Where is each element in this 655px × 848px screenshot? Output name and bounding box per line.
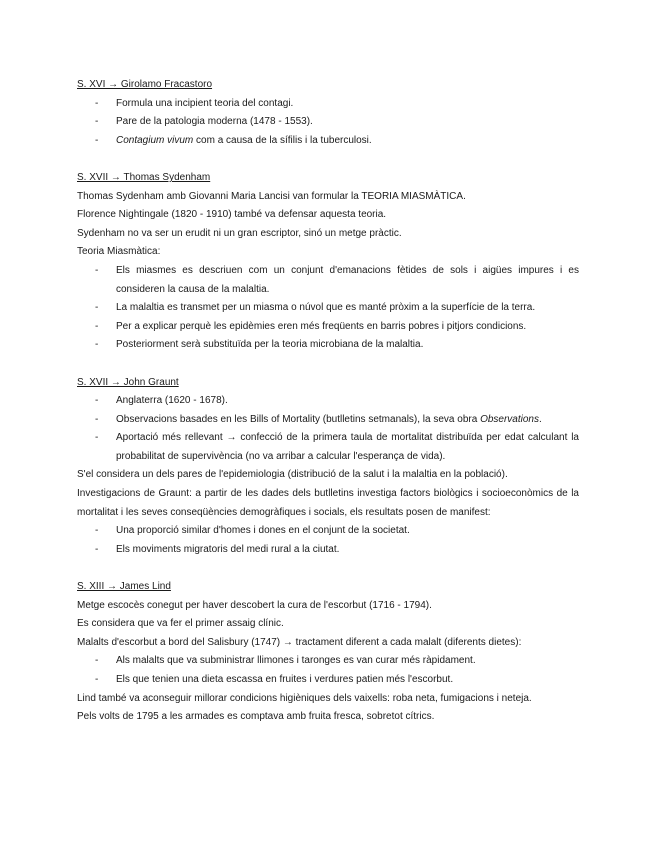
section-heading: S. XVII → John Graunt — [77, 376, 179, 388]
section-sydenham — [77, 169, 579, 355]
section-lind — [77, 578, 579, 727]
bullet-item: - Posteriorment serà substituïda per la teoria microbiana de la malaltia. — [77, 336, 579, 355]
section-graunt — [77, 374, 579, 560]
section-heading: S. XIII → James Lind — [77, 581, 171, 593]
bullet-item — [77, 411, 579, 430]
bullet-item: - Als malalts que va subministrar llimones i taronges es van curar més ràpidament. — [77, 652, 579, 671]
bullet-item: - Una proporció similar d'homes i dones en el conjunt de la societat. — [77, 522, 579, 541]
paragraph: Florence Nightingale (1820 - 1910) també va defensar aquesta teoria. — [77, 209, 387, 221]
paragraph: Pels volts de 1795 a les armades es comptava amb fruita fresca, sobretot cítrics. — [77, 711, 435, 723]
bullet-item: - Pare de la patologia moderna (1478 - 1553). — [77, 113, 579, 132]
paragraph: Es considera que va fer el primer assaig clínic. — [77, 618, 284, 630]
paragraph: Sydenham no va ser un erudit ni un gran escriptor, sinó un metge pràctic. — [77, 227, 402, 239]
bullet-item: - Els que tenien una dieta escassa en fruites i verdures patien més l'escorbut. — [77, 671, 579, 690]
bullet-item: - Aportació més rellevant → confecció de la primera taula de mortalitat distribuïda per edat calculant la probabilitat de supervivència (no va arribar a calcular l'esperança de vida). — [77, 429, 579, 466]
bullet-text: Observacions basades en les Bills of Mortality (butlletins setmanals), la seva obra — [116, 413, 481, 425]
bullet-list — [77, 95, 579, 151]
bullet-text: com a causa de la sífilis i la tuberculosi. — [193, 134, 372, 146]
paragraph: Teoria Miasmàtica: — [77, 246, 161, 258]
bullet-list — [77, 392, 579, 466]
paragraph: S'el considera un dels pares de l'epidemiologia (distribució de la salut i la malaltia en la població). — [77, 469, 508, 481]
paragraph: Metge escocès conegut per haver descobert la cura de l'escorbut (1716 - 1794). — [77, 599, 432, 611]
bullet-item — [77, 132, 579, 151]
bullet-item: - Formula una incipient teoria del contagi. — [77, 95, 579, 114]
bullet-item: - Els miasmes es descriuen com un conjunt d'emanacions fètides de sols i aigües impures i es consideren la causa de la malaltia. — [77, 262, 579, 299]
bullet-tail: . — [538, 413, 542, 425]
bullet-item: - Per a explicar perquè les epidèmies eren més freqüents en barris pobres i pitjors condicions. — [77, 318, 579, 337]
paragraph: Thomas Sydenham amb Giovanni Maria Lancisi van formular la TEORIA MIASMÀTICA. — [77, 190, 466, 202]
italic-term: Contagium vivum — [116, 134, 194, 146]
bullet-list — [77, 522, 579, 559]
section-heading: S. XVI → Girolamo Fracastoro — [77, 79, 213, 90]
bullet-item: - La malaltia es transmet per un miasma o núvol que es manté pròxim a la superfície de la terra. — [77, 299, 579, 318]
section-heading: S. XVII → Thomas Sydenham — [77, 171, 211, 183]
bullet-list — [77, 652, 579, 689]
document-page — [77, 76, 579, 745]
bullet-item: - Anglaterra (1620 - 1678). — [77, 392, 579, 411]
paragraph: Investigacions de Graunt: a partir de les dades dels butlletins investiga factors biològics i socioeconòmics de la mortalitat i les seves conseqüències demogràfiques i socials, els resultats posen de manifest: — [77, 488, 579, 518]
paragraph: Lind també va aconseguir millorar condicions higièniques dels vaixells: roba neta, fumigacions i neteja. — [77, 692, 532, 704]
italic-term: Observations — [480, 413, 539, 425]
section-fracastoro — [77, 76, 579, 150]
paragraph: Malalts d'escorbut a bord del Salisbury (1747) → tractament diferent a cada malalt (diferents dietes): — [77, 636, 522, 648]
bullet-list — [77, 262, 579, 355]
bullet-item: - Els moviments migratoris del medi rural a la ciutat. — [77, 541, 579, 560]
